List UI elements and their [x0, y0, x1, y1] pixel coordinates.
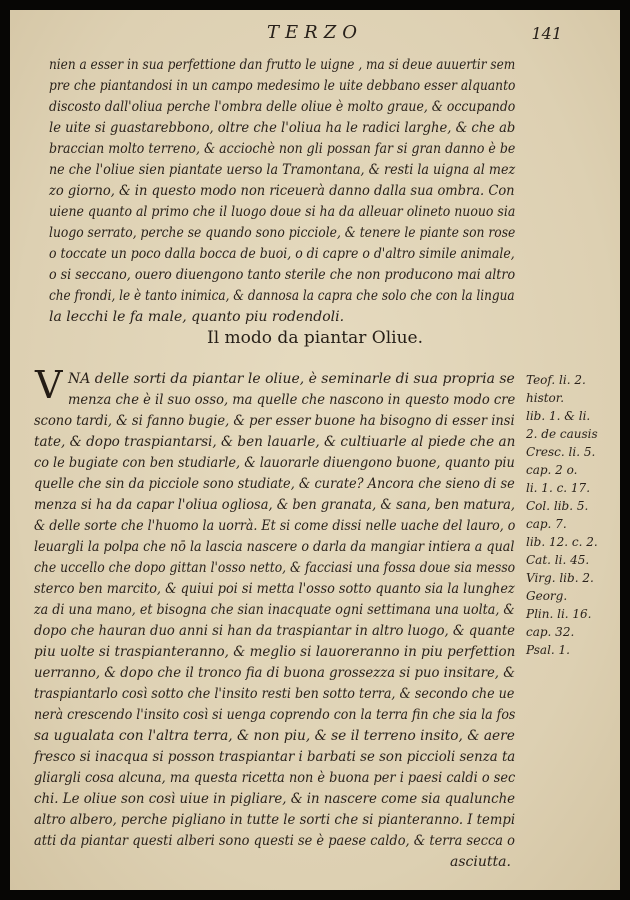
text-line: scono tardi, & si fanno bugie, & per esser buone ha bisogno di esser insi	[34, 413, 515, 429]
margin-note: Psal. 1.	[526, 643, 570, 657]
drop-cap: V	[35, 363, 63, 407]
text-line: tate, & dopo traspiantarsi, & ben lauarle, & cultiuarle al piede che an	[34, 434, 516, 450]
text-line: ne che l'oliue sien piantate uerso la Tramontana, & resti la uigna al mez	[49, 162, 516, 178]
margin-note: Georg.	[526, 589, 568, 603]
text-line: menza che è il suo osso, ma quelle che nascono in questo modo cre	[68, 392, 516, 408]
page-number: 141	[531, 24, 562, 43]
text-line: uiene quanto al primo che il luogo doue si ha da alleuar olineto nuouo sia	[49, 204, 516, 220]
text-line: luogo serrato, perche se quando sono picciole, & tenere le piante son rose	[49, 225, 516, 241]
section-heading: Il modo da piantar Oliue.	[207, 328, 423, 348]
text-line: che uccello che dopo gittan l'osso netto, & facciasi una fossa doue sia messo	[34, 560, 516, 576]
margin-note: histor.	[526, 391, 565, 405]
margin-note: Teof. li. 2.	[526, 373, 586, 387]
margin-note: Cresc. li. 5.	[526, 445, 596, 459]
margin-note: 2. de causis	[526, 427, 598, 441]
text-line: & delle sorte che l'huomo la uorrà. Et si come dissi nelle uache del lauro, o	[34, 518, 516, 534]
text-line: o toccate un poco dalla bocca de buoi, o di capre o d'altro simile animale,	[49, 246, 515, 262]
text-line: discosto dall'oliua perche l'ombra delle oliue è molto graue, & occupando	[49, 99, 516, 115]
text-line: NA delle sorti da piantar le oliue, è seminarle di sua propria se	[68, 371, 515, 387]
text-line: fresco si inacqua si posson traspiantar i barbati se son piccioli senza ta	[34, 749, 516, 765]
margin-note: Cat. li. 45.	[526, 553, 590, 567]
text-line: altro albero, perche pigliano in tutte le sorti che si pianteranno. I tempi	[34, 812, 516, 828]
margin-note: Virg. lib. 2.	[526, 571, 594, 585]
text-line: nien a esser in sua perfettione dan frutto le uigne , ma si deue auuertir sem	[49, 57, 516, 73]
text-line: sterco ben marcito, & quiui poi si metta l'osso sotto quanto sia la lunghez	[34, 581, 515, 597]
text-line: piu uolte si traspianteranno, & meglio si lauoreranno in piu perfettion	[34, 644, 516, 660]
text-line: la lecchi le fa male, quanto piu rodendoli.	[49, 309, 345, 325]
text-line: che frondi, le è tanto inimica, & dannosa la capra che solo che con la lingua	[49, 288, 515, 304]
page-header	[10, 22, 620, 48]
margin-note: Col. lib. 5.	[526, 499, 589, 513]
book-page	[10, 10, 620, 890]
text-line: za di una mano, et bisogna che sian inacquate ogni settimana una uolta, &	[34, 602, 515, 618]
text-line: o si seccano, ouero diuengono tanto sterile che non producono mai altro	[49, 267, 516, 283]
margin-note: cap. 7.	[526, 517, 567, 531]
margin-note: Plin. li. 16.	[526, 607, 592, 621]
margin-note: li. 1. c. 17.	[526, 481, 591, 495]
margin-note: lib. 12. c. 2.	[526, 535, 598, 549]
text-line: chi. Le oliue son così uiue in pigliare, & in nascere come sia qualunche	[34, 791, 516, 807]
text-line: atti da piantar questi alberi sono questi se è paese caldo, & terra secca o	[34, 833, 515, 849]
text-line: pre che piantandosi in un campo medesimo le uite debbano esser alquanto	[49, 78, 516, 94]
text-line: uerranno, & dopo che il tronco fia di buona grossezza si puo insitare, &	[34, 665, 516, 681]
text-line: nerà crescendo l'insito così si uenga coprendo con la terra fin che sia la fos	[34, 707, 516, 723]
margin-note: cap. 32.	[526, 625, 575, 639]
text-line: dopo che hauran duo anni si han da traspiantar in altro luogo, & quante	[34, 623, 515, 639]
text-line: asciutta.	[450, 854, 511, 870]
text-line: sa ugualata con l'altra terra, & non piu, & se il terreno insito, & aere	[34, 728, 515, 744]
text-line: menza si ha da capar l'oliua ogliosa, & ben granata, & sana, ben matura,	[34, 497, 515, 513]
text-line: braccian molto terreno, & acciochè non gli possan far si gran danno è be	[49, 141, 516, 157]
text-line: co le bugiate con ben studiarle, & lauorarle diuengono buone, quanto piu	[34, 455, 515, 471]
text-line: quelle che sin da picciole sono studiate, & curate? Ancora che sieno di se	[34, 476, 515, 492]
text-line: gliargli cosa alcuna, ma questa ricetta non è buona per i paesi caldi o sec	[34, 770, 516, 786]
text-line: leuargli la polpa che nō la lascia nascere o darla da mangiar intiera a qual	[34, 539, 515, 555]
running-title: TERZO	[267, 22, 363, 43]
text-line: zo giorno, & in questo modo non riceuerà danno dalla sua ombra. Con	[49, 183, 515, 199]
text-line: traspiantarlo così sotto che l'insito resti ben sotto terra, & secondo che ue	[34, 686, 515, 702]
margin-note: lib. 1. & li.	[526, 409, 591, 423]
text-line: le uite si guastarebbono, oltre che l'oliua ha le radici larghe, & che ab	[49, 120, 516, 136]
margin-note: cap. 2 o.	[526, 463, 578, 477]
